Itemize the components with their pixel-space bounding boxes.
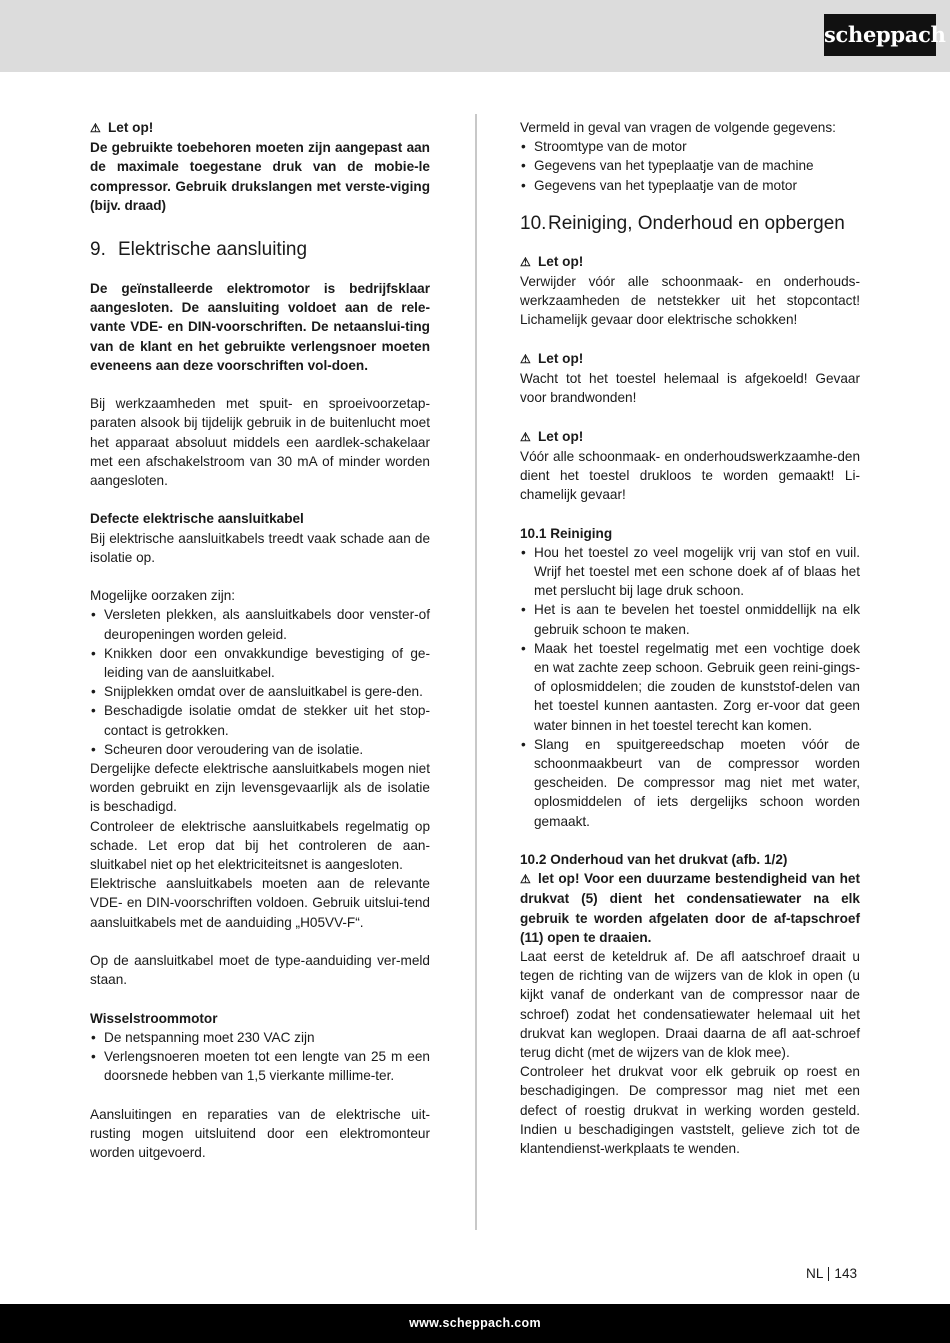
list-item: • Het is aan te bevelen het toestel onmiddellijk na elk gebruik schoon te maken. — [520, 600, 860, 638]
warning-triangle-icon: ⚠ — [90, 121, 101, 135]
inspection-paragraph: Controleer het drukvat voor elk gebruik op roest en beschadigingen. De compressor mag niet met een defect of roestig drukvat in werking worden gesteld. Indien u beschadigingen vaststelt, gelieve zich tot de klantendienst-werkplaats te wenden. — [520, 1064, 860, 1157]
electrician-paragraph: Aansluitingen en reparaties van de elektrische uit-rusting mogen uitsluitend door een elektromonteur worden uitgevoerd. — [90, 1106, 430, 1161]
warning-triangle-icon: ⚠ — [520, 872, 531, 887]
list-item: • Scheuren door veroudering van de isolatie. — [90, 740, 430, 759]
scheppach-logo: scheppach — [824, 14, 936, 56]
defect-paragraph: Dergelijke defecte elektrische aansluitkabels mogen niet worden gebruikt en zijn levensgevaarlijk als de isolatie is beschadigd. — [90, 761, 430, 815]
cable-subheading: Defecte elektrische aansluitkabel — [90, 511, 304, 527]
warning-triangle-icon: ⚠ — [520, 429, 531, 444]
cleaning-list — [520, 543, 860, 831]
list-item: • Beschadigde isolatie omdat de stekker uit het stop-contact is getrokken. — [90, 701, 430, 739]
typeplate-paragraph: Op de aansluitkabel moet de type-aanduiding ver-meld staan. — [90, 953, 430, 988]
right-column — [520, 118, 860, 1158]
cleaning-subheading: 10.1 Reiniging — [520, 525, 613, 541]
warning-text: Wacht tot het toestel helemaal is afgekoeld! Gevaar voor brandwonden! — [520, 371, 860, 406]
rcd-paragraph: Bij werkzaamheden met spuit- en sproeivoorzetap-paraten alsook bij tijdelijk gebruik in de buitenlucht moet het apparaat absoluut middels een aardlek-schakelaar met een afschakelstroom van 30 mA of minder worden aangesloten. — [90, 396, 430, 489]
list-item: • Gegevens van het typeplaatje van de machine — [520, 156, 860, 175]
list-item: • Verlengsnoeren moeten tot een lengte van 25 m een doorsnede hebben van 1,5 vierkante millime-ter. — [90, 1047, 430, 1085]
list-item: • Versleten plekken, als aansluitkabels door venster-of deuropeningen worden geleid. — [90, 605, 430, 643]
section-10-heading: 10. Reiniging, Onderhoud en opbergen — [520, 212, 845, 234]
causes-list — [90, 605, 430, 759]
left-column — [90, 118, 430, 1162]
header-bar — [0, 0, 950, 72]
info-list — [520, 137, 860, 195]
ac-motor-list — [90, 1028, 430, 1086]
list-item: • Knikken door een onvakkundige bevestiging of ge-leiding van de aansluitkabel. — [90, 644, 430, 682]
standards-paragraph: Elektrische aansluitkabels moeten aan de relevante VDE- en DIN-voorschriften voldoen. Gebruik uitslui-tend aansluitkabels met de aanduiding „H05VV-F“. — [90, 876, 430, 930]
footer-url[interactable]: www.scheppach.com — [409, 1316, 541, 1330]
warning-text: De gebruikte toebehoren moeten zijn aangepast aan de maximale toegestane druk van de mobie-le compressor. Gebruik drukslangen met verste-viging (bijv. draad) — [90, 140, 430, 213]
column-divider — [475, 114, 477, 1230]
pressure-vessel-warning: ⚠ let op! Voor een duurzame bestendigheid van het drukvat (5) dient het condensatiewater na elk gebruik te worden afgelaten door de af-tapschroef (11) open te draaien. — [520, 871, 860, 945]
pressure-vessel-subheading: 10.2 Onderhoud van het drukvat (afb. 1/2) — [520, 852, 788, 868]
warning-heading: ⚠ Let op! — [90, 118, 430, 138]
warning-heading: ⚠ Let op! — [520, 349, 860, 369]
causes-intro: Mogelijke oorzaken zijn: — [90, 588, 236, 604]
cable-paragraph: Bij elektrische aansluitkabels treedt vaak schade aan de isolatie op. — [90, 530, 430, 565]
warning-text: Verwijder vóór alle schoonmaak- en onderhouds-werkzaamheden de netstekker uit het stopcontact! Lichamelijk gevaar door elektrische schokken! — [520, 274, 860, 328]
footer-bar — [0, 1304, 950, 1343]
warning-heading: ⚠ Let op! — [520, 427, 860, 447]
warning-triangle-icon: ⚠ — [520, 254, 531, 269]
list-item: • Snijplekken omdat over de aansluitkabel is gere-den. — [90, 682, 430, 701]
inspect-paragraph: Controleer de elektrische aansluitkabels regelmatig op schade. Let erop dat bij het controleren de aan-sluitkabel niet op het elektriciteitsnet is aangesloten. — [90, 818, 430, 873]
list-item: • Maak het toestel regelmatig met een vochtige doek en wat zachte zeep schoon. Gebruik geen reini-gings- of oplosmiddelen; die zouden de kunststof-delen van het toestel kunnen aantasten. Zorg er-voor dat geen water binnen in het toestel terecht kan komen. — [520, 639, 860, 735]
warning-text: Vóór alle schoonmaak- en onderhoudswerkzaamhe-den dient het toestel drukloos te worden gemaakt! Li-chamelijk gevaar! — [520, 448, 860, 503]
list-item: • Hou het toestel zo veel mogelijk vrij van stof en vuil. Wrijf het toestel met een schone doek af of blaas het met perslucht bij lage druk schoon. — [520, 543, 860, 601]
list-item: • Gegevens van het typeplaatje van de motor — [520, 176, 860, 195]
list-item: • De netspanning moet 230 VAC zijn — [90, 1028, 430, 1047]
warning-triangle-icon: ⚠ — [520, 351, 531, 366]
page-number-separator — [828, 1267, 829, 1281]
drain-paragraph: Laat eerst de keteldruk af. De afl aatschroef draait u tegen de richting van de wijzers van de klok in open (u kijkt vanaf de onderkant van de compressor naar de schroef) zodat het condensatiewater helemaal uit het drukvat kan weglopen. Draai daarna de afl aat-schroef terug dicht (met de wijzers van de klok mee). — [520, 949, 860, 1061]
info-intro: Vermeld in geval van vragen de volgende gegevens: — [520, 120, 836, 135]
warning-heading: ⚠ Let op! — [520, 252, 860, 272]
section-9-intro: De geïnstalleerde elektromotor is bedrijfsklaar aangesloten. De aansluiting voldoet aan de rele-vante VDE- en DIN-voorschriften. De netaanslui-ting van de klant en het gebruikte verlengsnoer moeten eveneens aan deze voorschriften vol-doen. — [90, 281, 430, 373]
section-9-heading: 9. Elektrische aansluiting — [90, 239, 308, 261]
list-item: • Stroomtype van de motor — [520, 137, 860, 156]
ac-motor-subheading: Wisselstroommotor — [90, 1010, 218, 1026]
page-number: NL 143 — [806, 1266, 858, 1281]
list-item: • Slang en spuitgereedschap moeten vóór de schoonmaakbeurt van de compressor worden gescheiden. De compressor mag niet met water, oplosmiddelen of iets dergelijks schoon worden gemaakt. — [520, 735, 860, 831]
